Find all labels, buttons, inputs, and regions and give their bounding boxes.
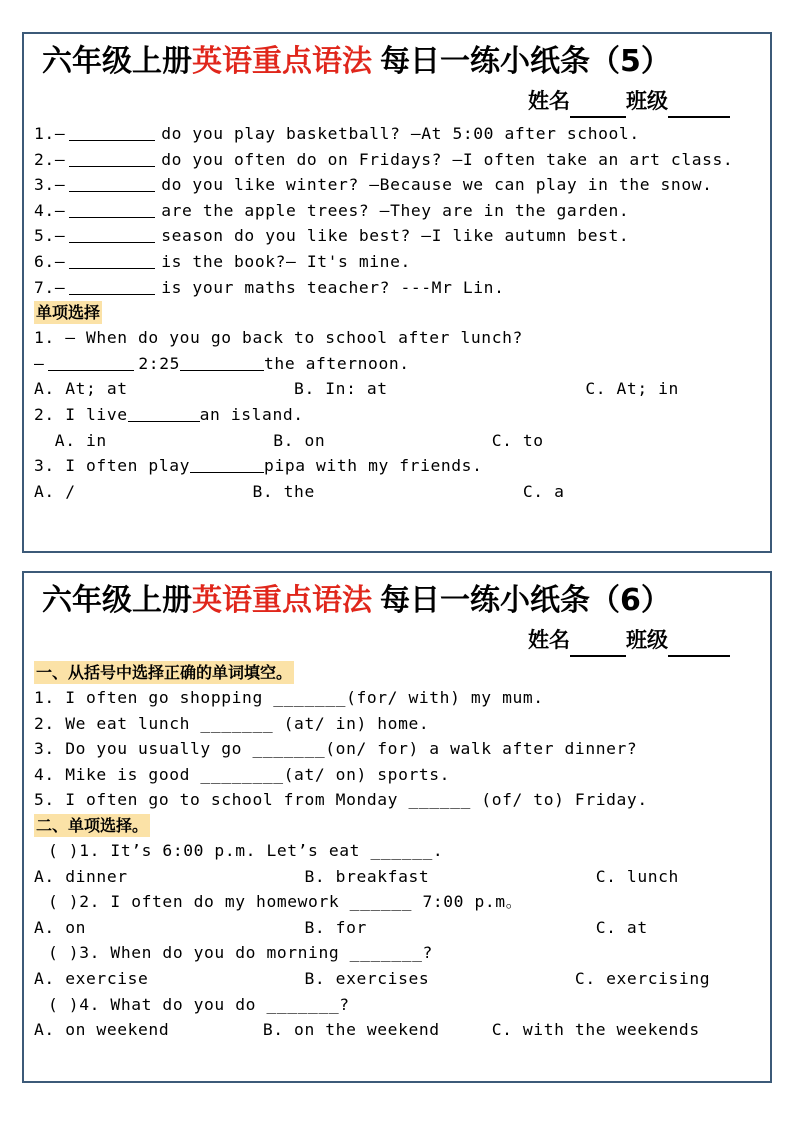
answer-blank[interactable] — [69, 227, 155, 243]
card-6-section1-item: 1. I often go shopping _______(for/ with) my mum. — [34, 688, 544, 707]
answer-blank[interactable] — [128, 406, 200, 422]
item-dash: – — [54, 200, 66, 220]
item-text: season do you like best? –I like autumn best. — [161, 226, 630, 246]
card-5-name-label: 姓名 — [528, 89, 570, 113]
card-6-mc-item-stem[interactable]: ( )2. I often do my homework ______ 7:00 p.m。 — [48, 892, 523, 912]
card-5-mc-heading: 单项选择 — [36, 303, 101, 323]
card-5-class-label: 班级 — [626, 89, 668, 113]
card-6-title-red: 英语重点语法 — [192, 583, 372, 618]
card-5-mc-item-1-options[interactable]: A. At; at B. In: at C. At; in — [34, 379, 679, 399]
card-5-mc-item-1-stem-line2 — [34, 351, 760, 377]
worksheet-card-6 — [22, 571, 772, 1083]
card-6-mc-item-options[interactable]: A. dinner B. breakfast C. lunch — [34, 866, 679, 886]
card-6-class-blank[interactable] — [668, 635, 730, 657]
item-text: do you play basketball? –At 5:00 after school. — [161, 124, 640, 143]
card-5-fill-item — [34, 223, 760, 249]
item-dash: – — [54, 277, 66, 297]
card-6-mc-item-options[interactable]: A. exercise B. exercises C. exercising — [34, 968, 711, 988]
card-6-mc-item-stem[interactable]: ( )1. It’s 6:00 p.m. Let’s eat ______. — [48, 840, 444, 860]
card-6-section2-heading-row — [34, 813, 760, 838]
card-6-name-class-row — [34, 623, 760, 657]
card-5-fill-item — [34, 198, 760, 224]
item-dash: – — [54, 149, 66, 169]
card-5-name-class-row — [34, 84, 760, 118]
item-text: do you like winter? —Because we can play in the snow. — [161, 175, 713, 195]
item-text-pre: 3. I often play — [34, 456, 191, 476]
item-number: 4. — [34, 200, 55, 220]
answer-blank[interactable] — [69, 253, 155, 269]
card-5-mc-item-1-stem: 1. – When do you go back to school after lunch? — [34, 328, 523, 348]
card-5-fill-item — [34, 275, 760, 301]
item-dash: – — [34, 353, 45, 373]
card-5-fill-item — [34, 121, 760, 147]
item-number: 7. — [34, 277, 55, 297]
card-5-fill-item — [34, 147, 760, 173]
card-5-name-blank[interactable] — [570, 96, 626, 118]
card-6-mc-item-stem[interactable]: ( )3. When do you do morning _______? — [48, 943, 433, 963]
item-text: the afternoon. — [264, 353, 410, 373]
card-6-section1-heading-row — [34, 660, 760, 685]
item-dash: – — [54, 226, 66, 246]
item-dash: – — [54, 124, 66, 143]
card-5-title — [34, 40, 760, 84]
worksheet-card-5 — [22, 32, 772, 553]
answer-blank[interactable] — [48, 355, 134, 371]
card-5-mc-item-2-stem — [34, 402, 760, 428]
item-text: do you often do on Fridays? –I often take an art class. — [161, 149, 734, 169]
card-6-section1-heading: 一、从括号中选择正确的单词填空。 — [36, 663, 293, 682]
card-5-title-red: 英语重点语法 — [192, 44, 372, 79]
card-5-mc-heading-row — [34, 300, 760, 325]
card-6-title — [34, 579, 760, 623]
item-text: is your maths teacher? ---Mr Lin. — [161, 277, 505, 297]
card-6-mc-item-options[interactable]: A. on B. for C. at — [34, 917, 648, 937]
card-6-section2-heading: 二、单项选择。 — [36, 815, 149, 835]
card-5-fill-item — [34, 249, 760, 275]
item-text: is the book?– It's mine. — [161, 251, 411, 271]
item-number: 1. — [34, 124, 55, 143]
card-6-class-label: 班级 — [626, 628, 668, 652]
item-number: 3. — [34, 175, 55, 195]
card-5-mc-item-2-options[interactable]: A. in B. on C. to — [34, 430, 544, 450]
card-6-mc-item-options[interactable]: A. on weekend B. on the weekend C. with the weekends — [34, 1020, 700, 1040]
card-6-section1-item: 2. We eat lunch _______ (at/ in) home. — [34, 713, 430, 733]
card-5-mc-item-3-options[interactable]: A. / B. the C. a — [34, 481, 565, 501]
card-6-section1-item: 4. Mike is good ________(at/ on) sports. — [34, 764, 451, 784]
item-text-post: an island. — [199, 404, 304, 424]
item-number: 5. — [34, 226, 55, 246]
card-6-name-label: 姓名 — [528, 628, 570, 652]
card-6-title-tail: 每日一练小纸条（6） — [380, 583, 671, 618]
item-time: 2:25 — [138, 353, 181, 373]
answer-blank[interactable] — [69, 176, 155, 192]
answer-blank[interactable] — [69, 125, 155, 141]
item-number: 2. — [34, 149, 55, 169]
answer-blank[interactable] — [190, 457, 264, 473]
card-6-mc-item-stem[interactable]: ( )4. What do you do _______? — [48, 994, 350, 1014]
card-5-mc-item-3-stem — [34, 453, 760, 479]
card-5-fill-item — [34, 172, 760, 198]
card-6-section1-item: 3. Do you usually go _______(on/ for) a walk after dinner? — [34, 739, 638, 759]
item-dash: – — [54, 251, 66, 271]
item-number: 6. — [34, 251, 55, 271]
answer-blank[interactable] — [69, 279, 155, 295]
card-5-title-tail: 每日一练小纸条（5） — [380, 44, 671, 79]
card-6-section1-item: 5. I often go to school from Monday ______ (of/ to) Friday. — [34, 790, 648, 810]
card-6-title-lead: 六年级上册 — [42, 583, 192, 618]
card-5-class-blank[interactable] — [668, 96, 730, 118]
item-text: are the apple trees? —They are in the garden. — [161, 200, 630, 220]
item-text-pre: 2. I live — [34, 404, 128, 424]
answer-blank[interactable] — [180, 355, 264, 371]
card-6-name-blank[interactable] — [570, 635, 626, 657]
answer-blank[interactable] — [69, 151, 155, 167]
answer-blank[interactable] — [69, 202, 155, 218]
card-5-title-lead: 六年级上册 — [42, 44, 192, 79]
item-dash: – — [54, 175, 66, 195]
item-text-post: pipa with my friends. — [264, 456, 483, 476]
